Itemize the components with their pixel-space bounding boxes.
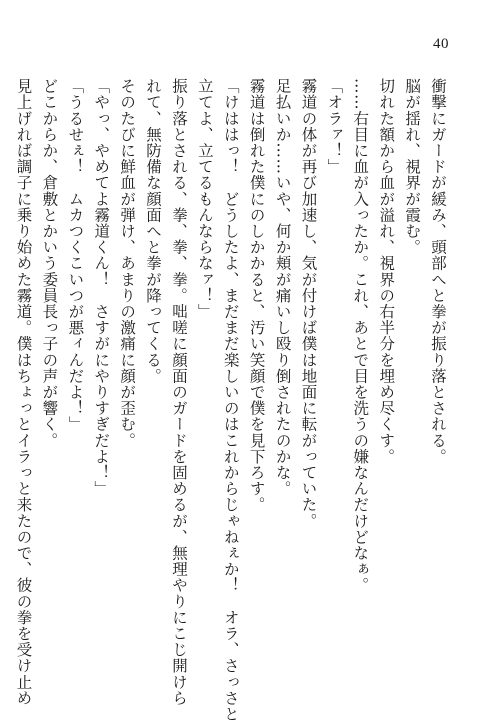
text-line: 振り落とされる、拳、拳、拳。咄嗟に顔面のガードを固めるが、無理やりにこじ開けら bbox=[169, 78, 188, 706]
text-line: 立てよ、立てるもんならなァ！」 bbox=[195, 78, 214, 320]
text-line: 衝撃にガードが緩み、頭部へと拳が振り落とされる。 bbox=[429, 78, 447, 465]
text-line: れて、無防備な顔面へと拳が降ってくる。 bbox=[144, 78, 163, 384]
text-line: 霧道の体が再び加速し、気が付けば僕は地面に転がっていた。 bbox=[299, 78, 318, 529]
text-line: どこからか、倉敷とかいう委員長っ子の声が響く。 bbox=[40, 78, 59, 449]
page-number: 40 bbox=[433, 36, 449, 52]
body-text bbox=[10, 78, 450, 722]
text-line: 切れた額から血が溢れ、視界の右半分を埋め尽くす。 bbox=[377, 78, 396, 465]
text-line: 霧道は倒れた僕にのしかかると、汚い笑顔で僕を見下ろす。 bbox=[247, 78, 266, 513]
text-line: 見上げれば調子に乗り始めた霧道。僕はちょっとイラっと来たので、彼の拳を受け止め bbox=[14, 78, 33, 706]
text-line: そのたびに鮮血が弾け、あまりの激痛に顔が歪む。 bbox=[118, 78, 137, 449]
text-line: 脳が揺れ、視界が霞む。 bbox=[403, 78, 422, 256]
text-line: 「けははっ！ どうしたよ、まだまだ楽しいのはこれからじゃねぇか！ オラ、さっさと bbox=[221, 78, 240, 722]
text-line: 「うるせぇ！ ムカつくこいつが悪ィんだよ！」 bbox=[66, 78, 85, 433]
text-line: ……右目に血が入ったか。これ、あとで目を洗うの嫌なんだけどなぁ。 bbox=[351, 78, 370, 594]
text-line: 「やっ、やめてよ霧道くん！ さすがにやりすぎだよ！」 bbox=[92, 78, 111, 497]
text-line: 足払いか……いや、何か頬が痛いし殴り倒されたのかな。 bbox=[273, 78, 292, 497]
text-line: 「オラァ！」 bbox=[325, 78, 344, 175]
